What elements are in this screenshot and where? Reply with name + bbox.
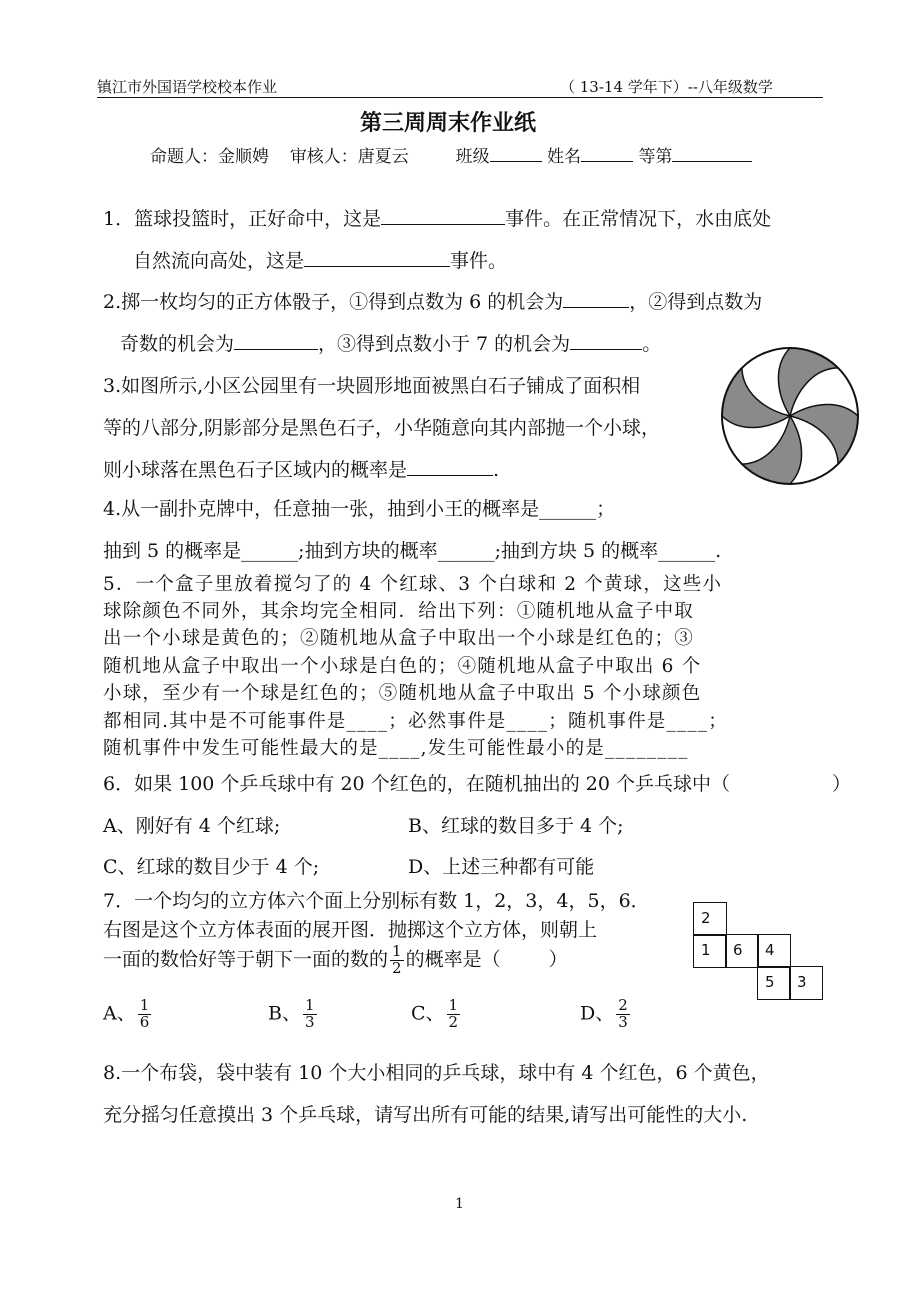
- cube-net: [693, 902, 817, 998]
- q2-text-c: 奇数的机会为: [120, 333, 235, 355]
- grade-blank: [672, 143, 752, 162]
- q6-paren-close: ）: [832, 773, 852, 795]
- q8-line2: 充分摇匀任意摸出 3 个乒乓球，请写出所有可能的结果,请写出可能性的大小.: [103, 1104, 748, 1126]
- q7-option-c-label: C、: [411, 1002, 445, 1025]
- net-cell: 5: [757, 966, 791, 1000]
- q2-line2: [120, 329, 661, 356]
- author: 命题人：金顺娉: [150, 147, 269, 167]
- q7-text-c: ）: [548, 948, 568, 971]
- q7-line1: 7．一个均匀的立方体六个面上分别标有数 1，2，3，4，5，6．: [103, 890, 650, 912]
- q5-line3: 出一个小球是黄色的；②随机地从盒子中取出一个小球是红色的；③: [103, 628, 695, 649]
- net-cell: 3: [789, 966, 823, 1000]
- q5-line7: 随机事件中发生可能性最大的是____,发生可能性最小的是________: [103, 738, 689, 759]
- header-school: 镇江市外国语学校校本作业: [97, 78, 278, 96]
- q2-text-a: 2.掷一枚均匀的正方体骰子，①得到点数为 6 的机会为: [103, 291, 564, 313]
- q7-option-b: [268, 998, 319, 1031]
- class-blank: [490, 143, 542, 162]
- q3-line1: 3.如图所示,小区公园里有一块圆形地面被黑白石子铺成了面积相: [103, 375, 641, 397]
- grade-label: 等第: [638, 147, 673, 167]
- q1-text-c: 自然流向高处，这是: [133, 250, 305, 272]
- q5-line5: 小球，至少有一个球是红色的；⑤随机地从盒子中取出 5 个小球颜色: [103, 683, 702, 704]
- numerator: 1: [139, 996, 150, 1014]
- q7-line2: 右图是这个立方体表面的展开图．抛掷这个立方体，则朝上: [103, 919, 598, 941]
- q1-text-b: 事件。在正常情况下，水由底处: [505, 208, 772, 230]
- numerator: 1: [448, 996, 459, 1014]
- q5-line1: 5．一个盒子里放着搅匀了的 4 个红球、3 个白球和 2 个黄球，这些小: [103, 574, 723, 595]
- denominator: 3: [618, 1012, 628, 1031]
- q7-line3: [103, 944, 568, 977]
- q7-option-b-fraction: [303, 998, 317, 1031]
- q7-text-a: 一面的数恰好等于朝下一面的数的: [103, 948, 389, 971]
- q7-option-d-label: D、: [580, 1002, 615, 1025]
- q7-option-a-label: A、: [103, 1002, 136, 1025]
- q2-text-e: 。: [642, 333, 662, 355]
- q7-half-numerator: 1: [392, 942, 402, 960]
- q4-line1: 4.从一副扑克牌中，任意抽一张，抽到小王的概率是______；: [103, 498, 616, 520]
- q7-option-c-fraction: [447, 998, 461, 1031]
- page-number: 1: [455, 1196, 464, 1212]
- q1-text-a: 1．篮球投篮时，正好命中，这是: [103, 208, 382, 230]
- q1-text-d: 事件。: [450, 250, 508, 272]
- name-label: 姓名: [547, 147, 582, 167]
- class-label: 班级: [455, 147, 490, 167]
- q2-text-d: ，③得到点数小于 7 的机会为: [318, 333, 571, 355]
- q6-option-c: C、红球的数目少于 4 个;: [103, 856, 320, 878]
- page-title: 第三周周末作业纸: [360, 110, 537, 136]
- q6-option-d: D、上述三种都有可能: [408, 856, 595, 878]
- q2-line1: [103, 287, 762, 314]
- q7-option-d: [580, 998, 632, 1031]
- q2-blank-1: [563, 287, 629, 308]
- pinwheel-figure: [718, 344, 862, 488]
- q3-line3: [103, 455, 499, 482]
- q1-blank-2: [304, 246, 450, 267]
- net-cell: 1: [693, 934, 727, 968]
- header-course: （ 13-14 学年下）--八年级数学: [560, 78, 773, 96]
- q6-stem: 6．如果 100 个乒乓球中有 20 个红色的，在随机抽出的 20 个乒乓球中（: [103, 773, 730, 795]
- q7-text-b: 的概率是（: [405, 948, 501, 971]
- header-rule: [97, 97, 823, 98]
- denominator: 2: [448, 1012, 459, 1031]
- q7-option-c: [411, 998, 462, 1031]
- q1-blank-1: [381, 204, 505, 225]
- q6-option-b: B、红球的数目多于 4 个;: [408, 815, 624, 837]
- meta-line: [150, 142, 752, 167]
- q7-option-d-fraction: [616, 998, 630, 1031]
- q5-line4: 随机地从盒子中取出一个小球是白色的；④随机地从盒子中取出 6 个: [103, 656, 702, 677]
- q7-option-b-label: B、: [268, 1002, 301, 1025]
- net-cell: 2: [693, 902, 727, 936]
- denominator: 6: [139, 1012, 150, 1031]
- q6-option-a: A、刚好有 4 个红球;: [103, 815, 281, 837]
- q7-half-denominator: 2: [392, 958, 402, 977]
- denominator: 3: [304, 1012, 315, 1031]
- numerator: 1: [304, 996, 315, 1014]
- q5-line2: 球除颜色不同外，其余均完全相同．给出下列：①随机地从盒子中取: [103, 601, 695, 622]
- q2-blank-3: [570, 329, 642, 350]
- q2-blank-2: [234, 329, 318, 350]
- net-cell: 4: [757, 934, 791, 968]
- q7-option-a-fraction: [138, 998, 152, 1031]
- q1-line2: [133, 246, 507, 273]
- q3-text-c: 则小球落在黑色石子区域内的概率是: [103, 459, 408, 481]
- q4-line2: 抽到 5 的概率是______;抽到方块的概率______;抽到方块 5 的概率______.: [103, 540, 722, 562]
- numerator: 2: [618, 996, 628, 1014]
- reviewer: 审核人：唐夏云: [289, 147, 409, 167]
- q2-text-b: ，②得到点数为: [629, 291, 763, 313]
- net-cell: 6: [725, 934, 759, 968]
- q8-line1: 8.一个布袋，袋中装有 10 个大小相同的乒乓球，球中有 4 个红色，6 个黄色，: [103, 1062, 770, 1084]
- q3-text-d: .: [493, 459, 500, 481]
- q3-line2: 等的八部分,阴影部分是黑色石子，小华随意向其内部抛一个小球，: [103, 417, 661, 439]
- q3-blank: [407, 455, 493, 476]
- q7-option-a: [103, 998, 153, 1031]
- q5-line6: 都相同.其中是不可能事件是____；必然事件是____；随机事件是____；: [103, 711, 728, 732]
- q7-fraction-half: [390, 944, 404, 977]
- name-blank: [581, 143, 633, 162]
- q1-line1: [103, 204, 771, 231]
